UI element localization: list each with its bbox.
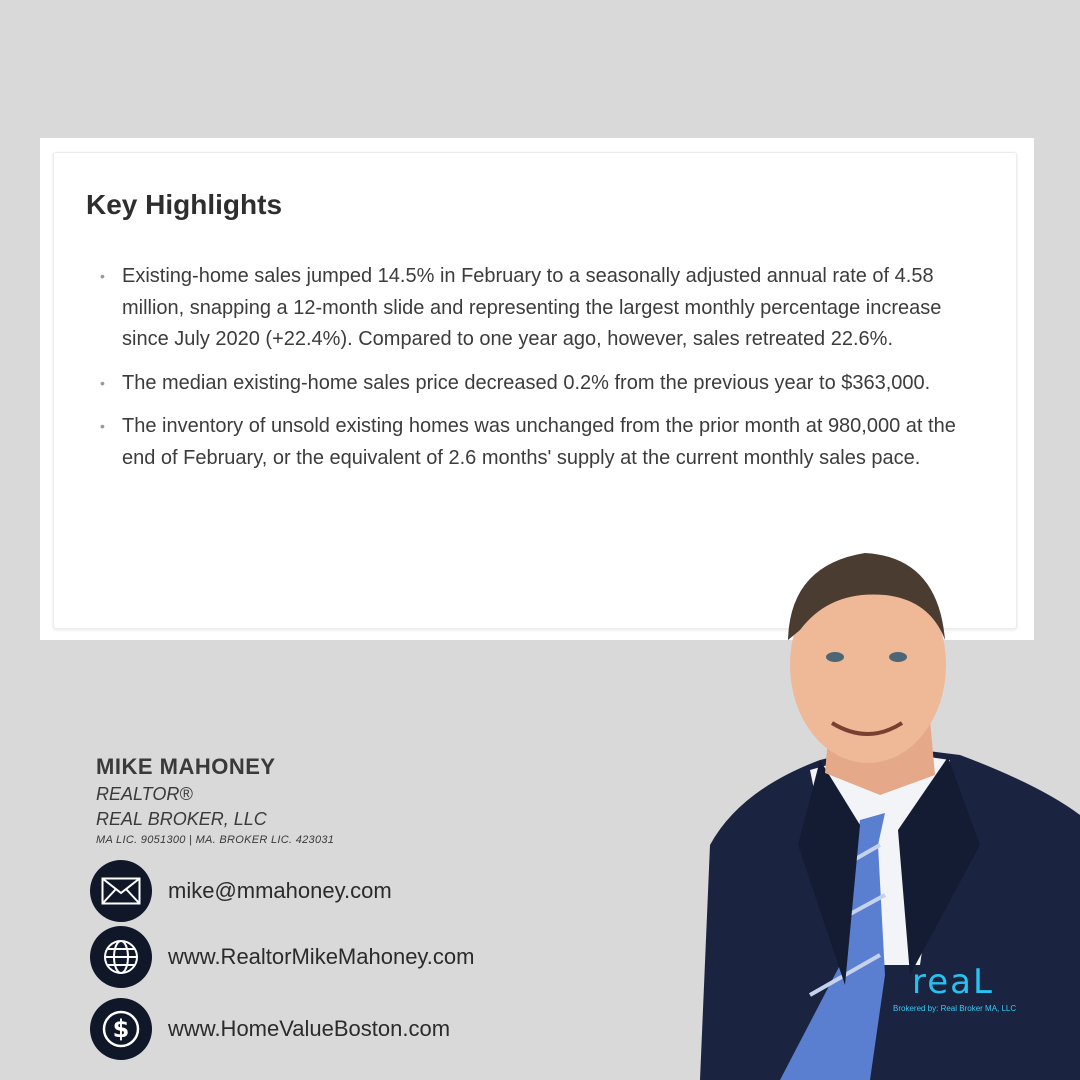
envelope-icon[interactable] bbox=[90, 860, 152, 922]
agent-license: MA LIC. 9051300 | MA. BROKER LIC. 423031 bbox=[96, 834, 335, 846]
agent-portrait bbox=[680, 545, 1080, 1080]
email-link[interactable]: mike@mmahoney.com bbox=[168, 878, 392, 903]
bullet-text: Existing-home sales jumped 14.5% in February to a seasonally adjusted annual rate of 4.58 million, snapping a 12-month slide and representing the largest monthly percentage increase since July 2020 (+22.4%). Compared to one year ago, however, sales retreated 22.6%. bbox=[122, 265, 942, 350]
contact-website[interactable] bbox=[90, 926, 474, 988]
dollar-icon[interactable] bbox=[90, 998, 152, 1060]
agent-info bbox=[96, 754, 334, 846]
bullet-icon: • bbox=[100, 418, 105, 434]
home-value-link[interactable]: www.HomeValueBoston.com bbox=[168, 1016, 451, 1041]
contact-email[interactable] bbox=[90, 860, 392, 922]
agent-name: MIKE MAHONEY bbox=[96, 754, 276, 779]
brand-logo: reaL bbox=[912, 962, 994, 1002]
brand-subtext: Brokered by: Real Broker MA, LLC bbox=[893, 1004, 1017, 1013]
bullet-text: The inventory of unsold existing homes was unchanged from the prior month at 980,000 at the end of February, or the equivalent of 2.6 months' supply at the current monthly sales pace. bbox=[122, 415, 956, 469]
globe-icon[interactable] bbox=[90, 926, 152, 988]
contact-home-value[interactable] bbox=[90, 998, 450, 1060]
website-link[interactable]: www.RealtorMikeMahoney.com bbox=[168, 944, 475, 969]
card-title: Key Highlights bbox=[86, 189, 283, 220]
list-item bbox=[100, 368, 960, 400]
bullet-icon: • bbox=[100, 268, 105, 284]
agent-title: REALTOR® bbox=[96, 784, 193, 804]
list-item bbox=[100, 261, 960, 356]
svg-text:$: $ bbox=[112, 1015, 130, 1043]
bullet-text: The median existing-home sales price decreased 0.2% from the previous year to $363,000. bbox=[122, 371, 931, 394]
list-item bbox=[100, 411, 960, 474]
bullet-icon: • bbox=[100, 374, 105, 391]
highlights-list bbox=[100, 261, 960, 486]
agent-company: REAL BROKER, LLC bbox=[96, 809, 267, 829]
